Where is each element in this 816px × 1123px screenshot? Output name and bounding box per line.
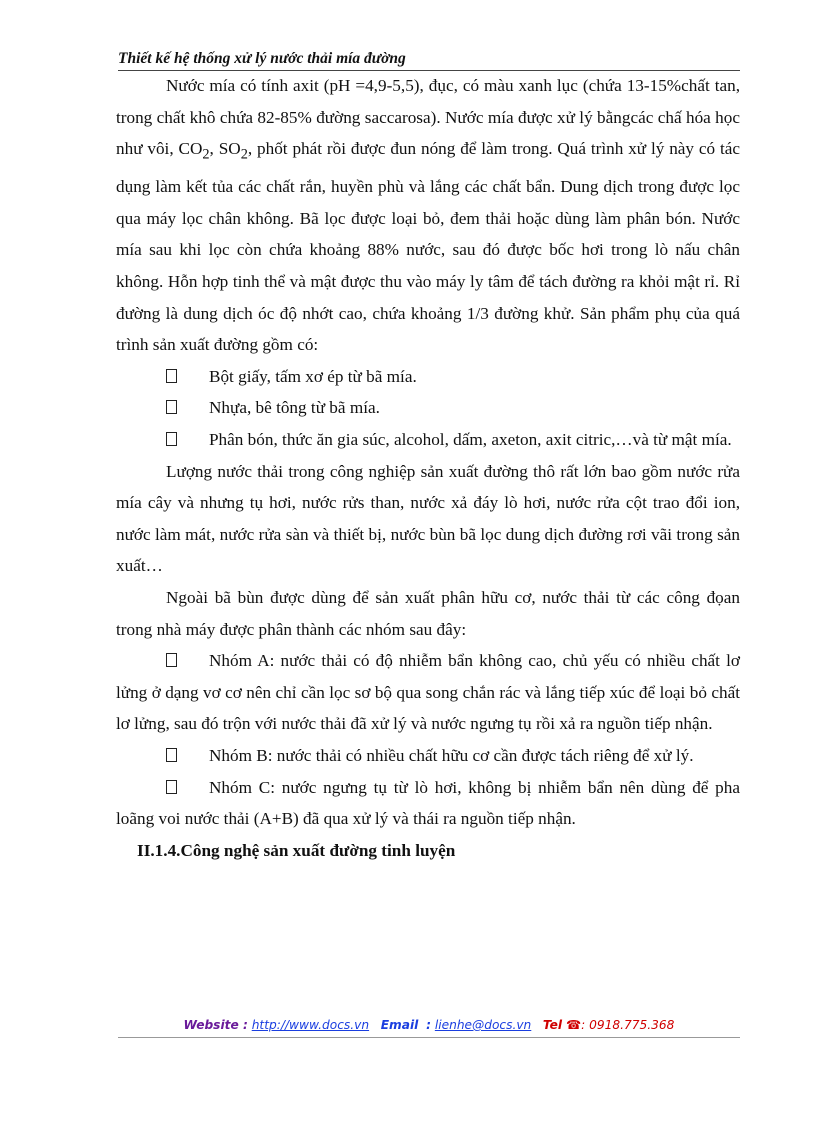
bullet-text: Bột giấy, tấm xơ ép từ bã mía. [209, 366, 417, 386]
checkbox-bullet-icon [166, 400, 177, 414]
paragraph-3: Ngoài bã bùn được dùng để sản xuất phân hữu cơ, nước thải từ các công đọan trong nhà máy được phân thành các nhóm sau đây: [116, 587, 740, 639]
p1-text-b: , SO [209, 139, 241, 159]
bullet-text: Nhựa, bê tông từ bã mía. [209, 398, 380, 418]
bullet-item [116, 424, 740, 456]
bullet-text: Nhóm B: nước thải có nhiều chất hữu cơ cần được tách riêng để xử lý. [209, 745, 694, 765]
checkbox-bullet-icon [166, 432, 177, 446]
section-heading: II.1.4.Công nghệ sản xuất đường tinh luyện [137, 840, 456, 860]
p1-sub-2: 2 [240, 146, 248, 163]
bullet-text: Nhóm C: nước ngưng tụ từ lò hơi, không bị nhiễm bẩn nên dùng để pha loãng voi nước thải (A+B) đã qua xử lý và thái ra nguồn tiếp nhận. [116, 777, 740, 829]
bullet-item [116, 392, 740, 424]
p1-text-c: , phốt phát rồi được đun nóng để làm trong. Quá trình xử lý này có tác dụng làm kết tủa các chất rắn, huyền phù và lắng các chất bẩn. Dung dịch trong được lọc qua máy lọc chân không. Bã lọc được loại bỏ, đem thải hoặc dùng làm phân bón. Nước mía sau khi lọc còn chứa khoảng 88% nước, sau đó được bốc hơi trong lò nấu chân không. Hỗn hợp tinh thể và mật được thu vào máy ly tâm để tách đường ra khỏi mật rỉ. Rỉ đường là dung dịch óc độ nhớt cao, chứa khoảng 1/3 đường khử. Sản phẩm phụ của quá trình sản xuất đường gồm có: [116, 139, 740, 355]
bullet-item [116, 740, 740, 772]
bullet-item [116, 361, 740, 393]
header-title: Thiết kế hệ thống xử lý nước thải mía đường [118, 50, 406, 67]
bullet-item [116, 645, 740, 740]
bullet-item [116, 772, 740, 835]
p1-sub-1: 2 [202, 146, 210, 163]
email-separator: : [426, 1018, 431, 1032]
bullet-text: Phân bón, thức ăn gia súc, alcohol, dấm, axeton, axit citric,…và từ mật mía. [209, 429, 732, 449]
email-link[interactable]: lienhe@docs.vn [434, 1018, 532, 1032]
phone-icon: ☎ [565, 1018, 582, 1032]
checkbox-bullet-icon [166, 748, 177, 762]
document-body [116, 70, 740, 866]
paragraph-1 [116, 70, 740, 361]
bullet-text: Nhóm A: nước thải có độ nhiễm bẩn không cao, chủ yếu có nhiều chất lơ lửng ở dạng vơ cơ nên chỉ cần lọc sơ bộ qua song chắn rác và lắng tiếp xúc để loại bỏ chất lơ lửng, sau đó trộn với nước thải đã xử lý và nước ngưng tụ rồi xả ra nguồn tiếp nhận. [116, 651, 740, 734]
page-header [118, 50, 740, 71]
paragraph-2: Lượng nước thải trong công nghiệp sản xuất đường thô rất lớn bao gồm nước rửa mía cây và nhưng tụ hơi, nước rửs than, nước xả đáy lò hơi, nước rửa cột trao đổi ion, nước làm mát, nước rửa sàn và thiết bị, nước bùn bã lọc dung dịch đường rơi vãi trong sản xuất… [116, 461, 740, 576]
tel-label: Tel [542, 1018, 563, 1032]
page-footer [118, 1016, 740, 1038]
checkbox-bullet-icon [166, 780, 177, 794]
email-label: Email [380, 1018, 419, 1032]
website-link[interactable]: http://www.docs.vn [251, 1018, 370, 1032]
checkbox-bullet-icon [166, 369, 177, 383]
p1-text-a: Nước mía có tính axit (pH =4,9-5,5), đục, có màu xanh lục (chứa 13-15%chất tan, trong chất khô chứa 82-85% đường saccarosa). Nước mía được xử lý bằngcác chấ hóa học như vôi, CO [116, 76, 740, 159]
website-label: Website : [183, 1018, 248, 1032]
phone-number: : 0918.775.368 [581, 1018, 675, 1032]
checkbox-bullet-icon [166, 653, 177, 667]
